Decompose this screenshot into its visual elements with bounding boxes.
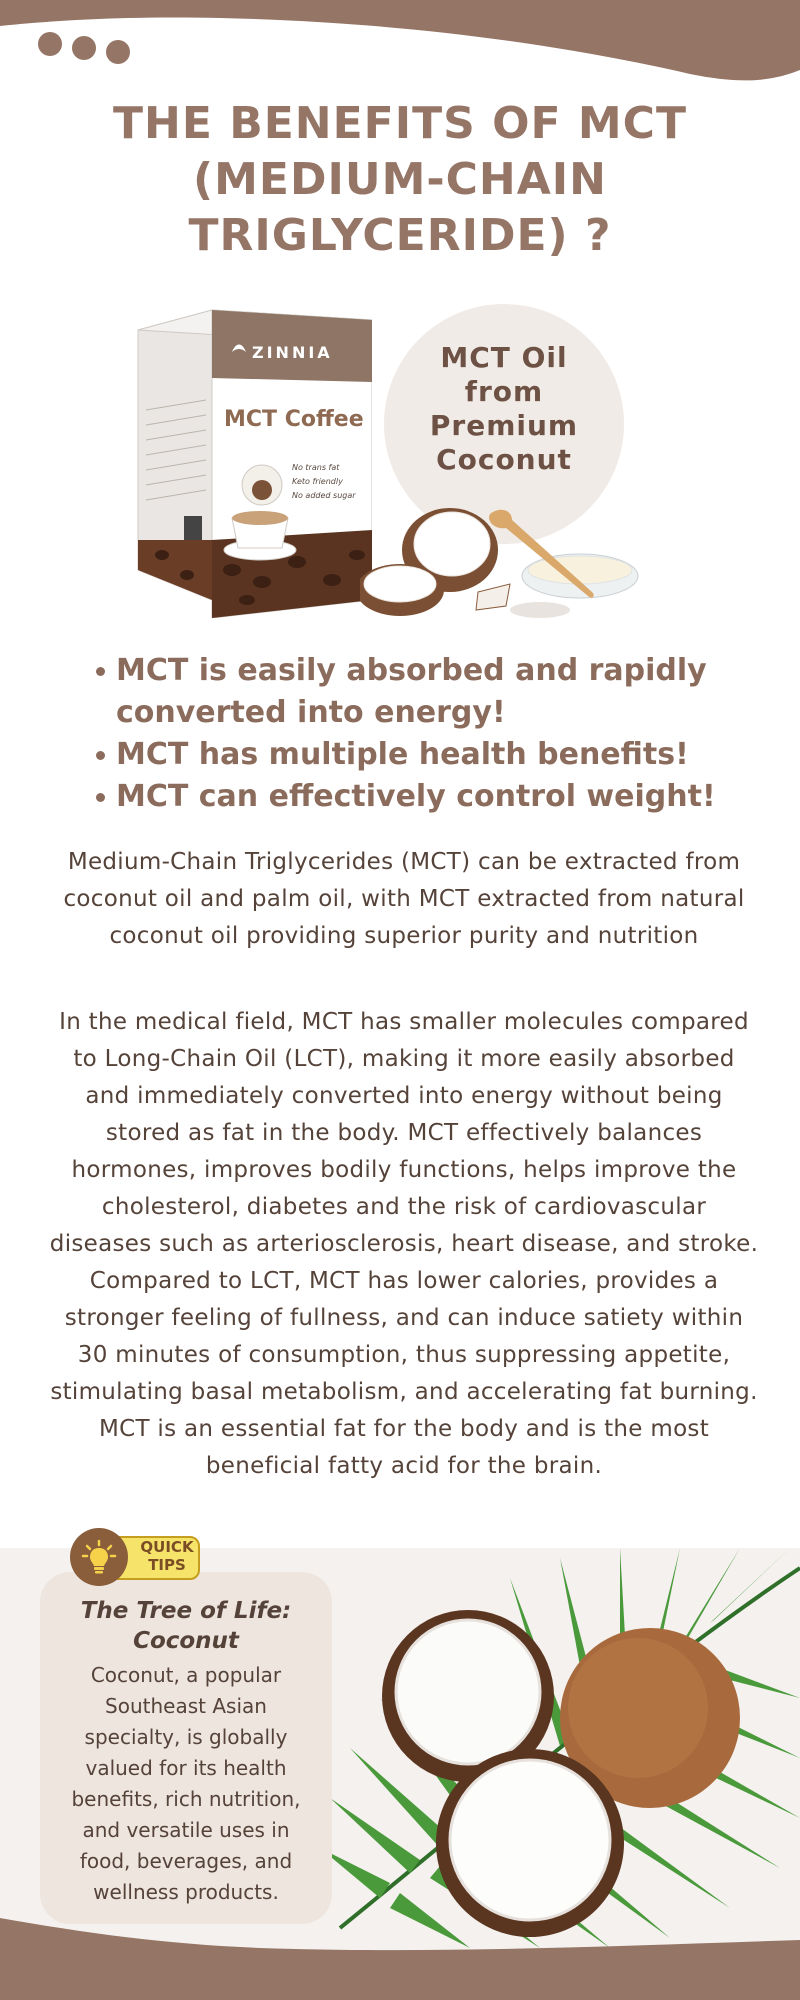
tips-heading: The Tree of Life: Coconut [80,1598,292,1654]
benefit-item: MCT can effectively control weight! [116,776,756,818]
dot-icon [72,36,96,60]
bottom-wave-decoration [0,1918,800,2000]
intro-paragraph: Medium-Chain Triglycerides (MCT) can be extracted from coconut oil and palm oil, with MCT extracted from natural coconut oil providing superior purity and nutrition [63,849,745,949]
medical-paragraph: In the medical field, MCT has smaller molecules compared to Long-Chain Oil (LCT), making it more easily absorbed and immediately converted into energy without being stored as fat in the body. MCT effectively balances hormones, improves bodily functions, helps improve the cholesterol, diabetes and the risk of cardiovascular diseases such as arteriosclerosis, heart disease, and stroke. Compared to LCT, MCT has lower calories, provides a stronger feeling of fullness, and can induce satiety within 30 minutes of consumption, thus suppressing appetite, stimulating basal metabolism, and accelerating fat burning. MCT is an essential fat for the body and is the most beneficial fatty acid for the brain. [49,1009,759,1479]
benefits-list [92,650,756,818]
benefit-item: MCT has multiple health benefits! [116,734,756,776]
product-feature: No added sugar [292,491,356,500]
product-name: MCT Coffee [224,407,364,432]
product-feature: Keto friendly [292,477,343,486]
product-box-image [132,300,372,618]
dot-icon [38,32,62,56]
product-feature: No trans fat [292,463,340,472]
dot-icon [106,40,130,64]
benefit-item: MCT is easily absorbed and rapidly converted into energy! [116,650,756,734]
quick-tips-label: QUICK TIPS [140,1538,194,1574]
product-brand: ZINNIA [252,343,333,362]
coconut-oil-image [360,480,650,625]
window-dots-icon [38,32,130,64]
palm-leaves-coconut-image [320,1548,800,1948]
tips-body: Coconut, a popular Southeast Asian specialty, is globally valued for its health benefits, rich nutrition, and versatile uses in food, beverages, and wellness products. [71,1663,301,1904]
quick-tips-badge [70,1528,204,1588]
page-title: THE BENEFITS OF MCT (MEDIUM-CHAIN TRIGLYCERIDE) ? [112,98,687,261]
bubble-text: MCT Oil from Premium Coconut [429,341,579,476]
lightbulb-icon [70,1528,128,1586]
lightbulb-glyph-icon [81,1539,117,1575]
